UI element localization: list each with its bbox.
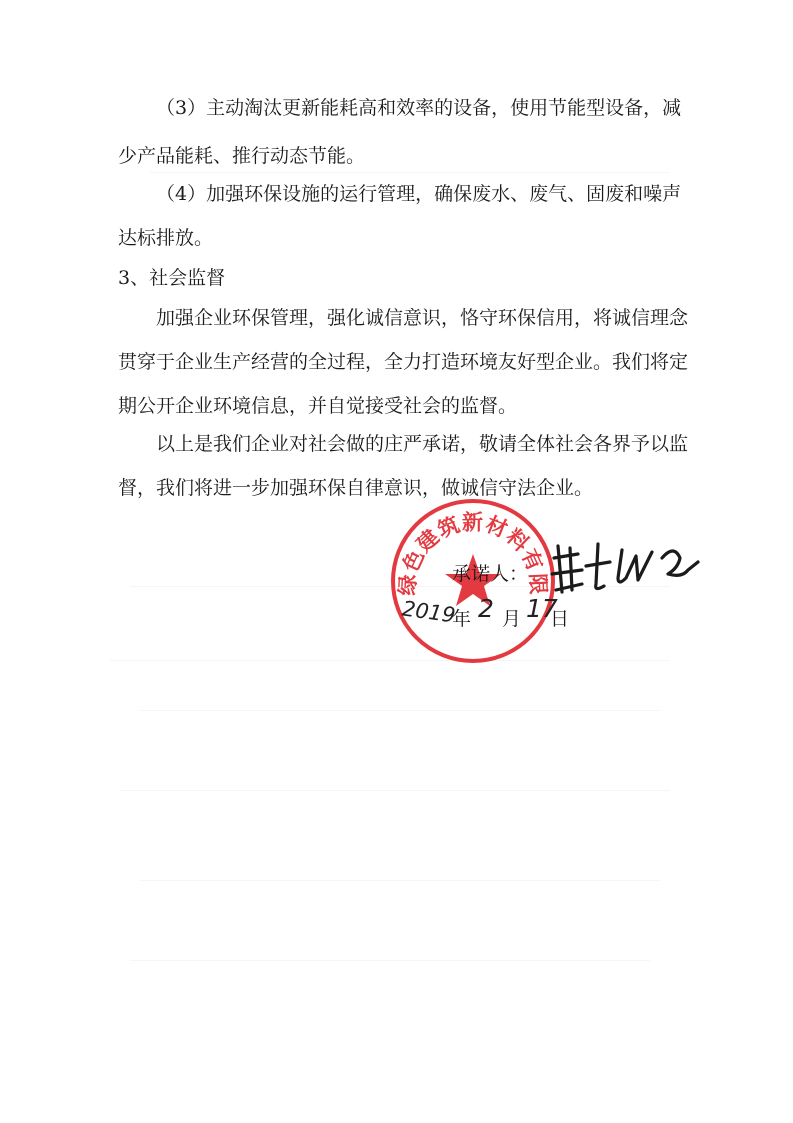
paragraph-closing (118, 432, 689, 500)
date-year-suffix: 年 (452, 608, 472, 630)
bleed-through-line (130, 960, 650, 961)
date-day-suffix: 日 (550, 608, 570, 630)
seal-text: 绿色建筑新材料有限 (395, 510, 551, 597)
paragraph-item-3 (118, 96, 682, 168)
paragraph-line: （3）主动淘汰更新能耗高和效率的设备，使用节能型设备，减 (156, 97, 682, 119)
signature-graphic (548, 534, 718, 598)
paragraph-line: 加强企业环保管理，强化诚信意识，恪守环保信用，将诚信理念 (156, 307, 689, 329)
paragraph-line: 贯穿于企业生产经营的全过程，全力打造环境友好型企业。我们将定 (118, 351, 689, 373)
date-line (400, 594, 602, 634)
handwritten-year: 2019 (400, 596, 457, 628)
bleed-through-line (150, 172, 670, 173)
paragraph-line: 达标排放。 (118, 227, 214, 249)
promisor-label: 承诺人： (452, 563, 529, 585)
handwritten-signature (548, 534, 718, 598)
section-heading: 3、社会监督 (118, 267, 226, 289)
bleed-through-line (140, 710, 660, 711)
paragraph-line: （4）加强环保设施的运行管理，确保废水、废气、固废和噪声 (156, 183, 682, 205)
bleed-through-line (140, 880, 660, 881)
date-month-suffix: 月 (502, 608, 522, 630)
paragraph-item-4 (118, 182, 682, 250)
paragraph-social-supervision (118, 306, 689, 418)
handwritten-month: 2 (478, 594, 494, 623)
paragraph-line: 督，我们将进一步加强环保自律意识，做诚信守法企业。 (118, 477, 594, 499)
paragraph-line: 期公开企业环境信息，并自觉接受社会的监督。 (118, 395, 518, 417)
bleed-through-line (120, 790, 670, 791)
handwritten-day: 17 (526, 594, 558, 623)
paragraph-line: 以上是我们企业对社会做的庄严承诺，敬请全体社会各界予以监 (156, 433, 689, 455)
paragraph-line: 少产品能耗、推行动态节能。 (118, 145, 366, 167)
